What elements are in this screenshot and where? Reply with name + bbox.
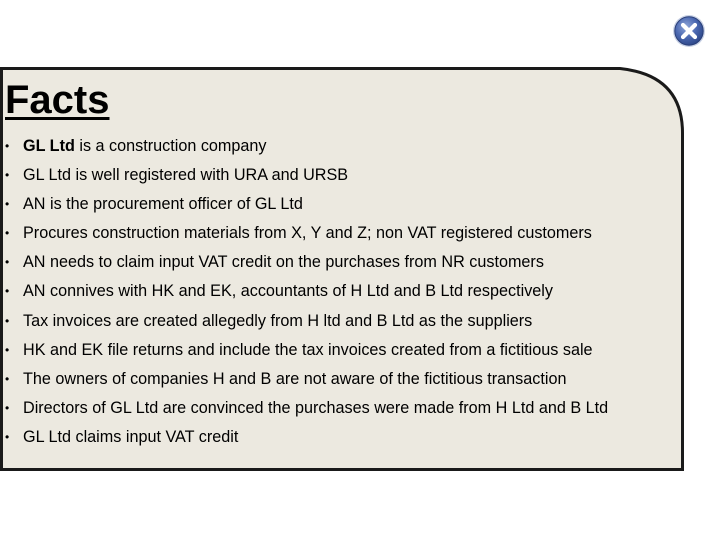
list-item	[0, 338, 608, 367]
item-text: is a construction company	[74, 137, 267, 155]
bullet: •	[5, 255, 10, 270]
item-text: AN needs to claim input VAT credit on the purchases from NR customers	[23, 253, 544, 272]
item-text: HK and EK file returns and include the tax invoices created from a fictitious sale	[23, 340, 593, 359]
list-item	[0, 396, 608, 425]
bullet: •	[5, 342, 10, 357]
item-text: GL Ltd claims input VAT credit	[23, 427, 239, 446]
list-item	[0, 134, 608, 163]
bullet: •	[5, 284, 10, 299]
panel-title: Facts	[5, 78, 110, 122]
list-item	[0, 192, 608, 221]
list-item	[0, 367, 608, 396]
item-text: Tax invoices are created allegedly from H ltd and B Ltd as the suppliers	[23, 311, 533, 330]
item-text: Procures construction materials from X, Y and Z; non VAT registered customers	[23, 224, 592, 243]
facts-panel	[0, 67, 684, 471]
bullet: •	[5, 429, 10, 444]
bullet: •	[5, 313, 10, 328]
bullet: •	[5, 371, 10, 386]
list-item	[0, 279, 608, 308]
bullet: •	[5, 400, 10, 415]
item-text: Directors of GL Ltd are convinced the purchases were made from H Ltd and B Ltd	[23, 398, 609, 417]
list-item	[0, 163, 608, 192]
bullet: •	[5, 139, 10, 153]
list-item	[0, 250, 608, 279]
close-button[interactable]	[672, 14, 706, 48]
list-item	[0, 309, 608, 338]
item-bold-text: GL Ltd	[23, 137, 75, 155]
bullet: •	[5, 168, 10, 183]
close-icon	[672, 14, 706, 48]
bullet: •	[5, 226, 10, 241]
list-item	[0, 425, 608, 454]
facts-list	[0, 134, 608, 454]
item-text: GL Ltd is well registered with URA and URSB	[23, 166, 349, 185]
item-text: The owners of companies H and B are not aware of the fictitious transaction	[23, 369, 567, 388]
item-text: AN connives with HK and EK, accountants of H Ltd and B Ltd respectively	[23, 282, 553, 301]
bullet: •	[5, 197, 10, 212]
item-text: AN is the procurement officer of GL Ltd	[23, 195, 303, 214]
list-item	[0, 221, 608, 250]
